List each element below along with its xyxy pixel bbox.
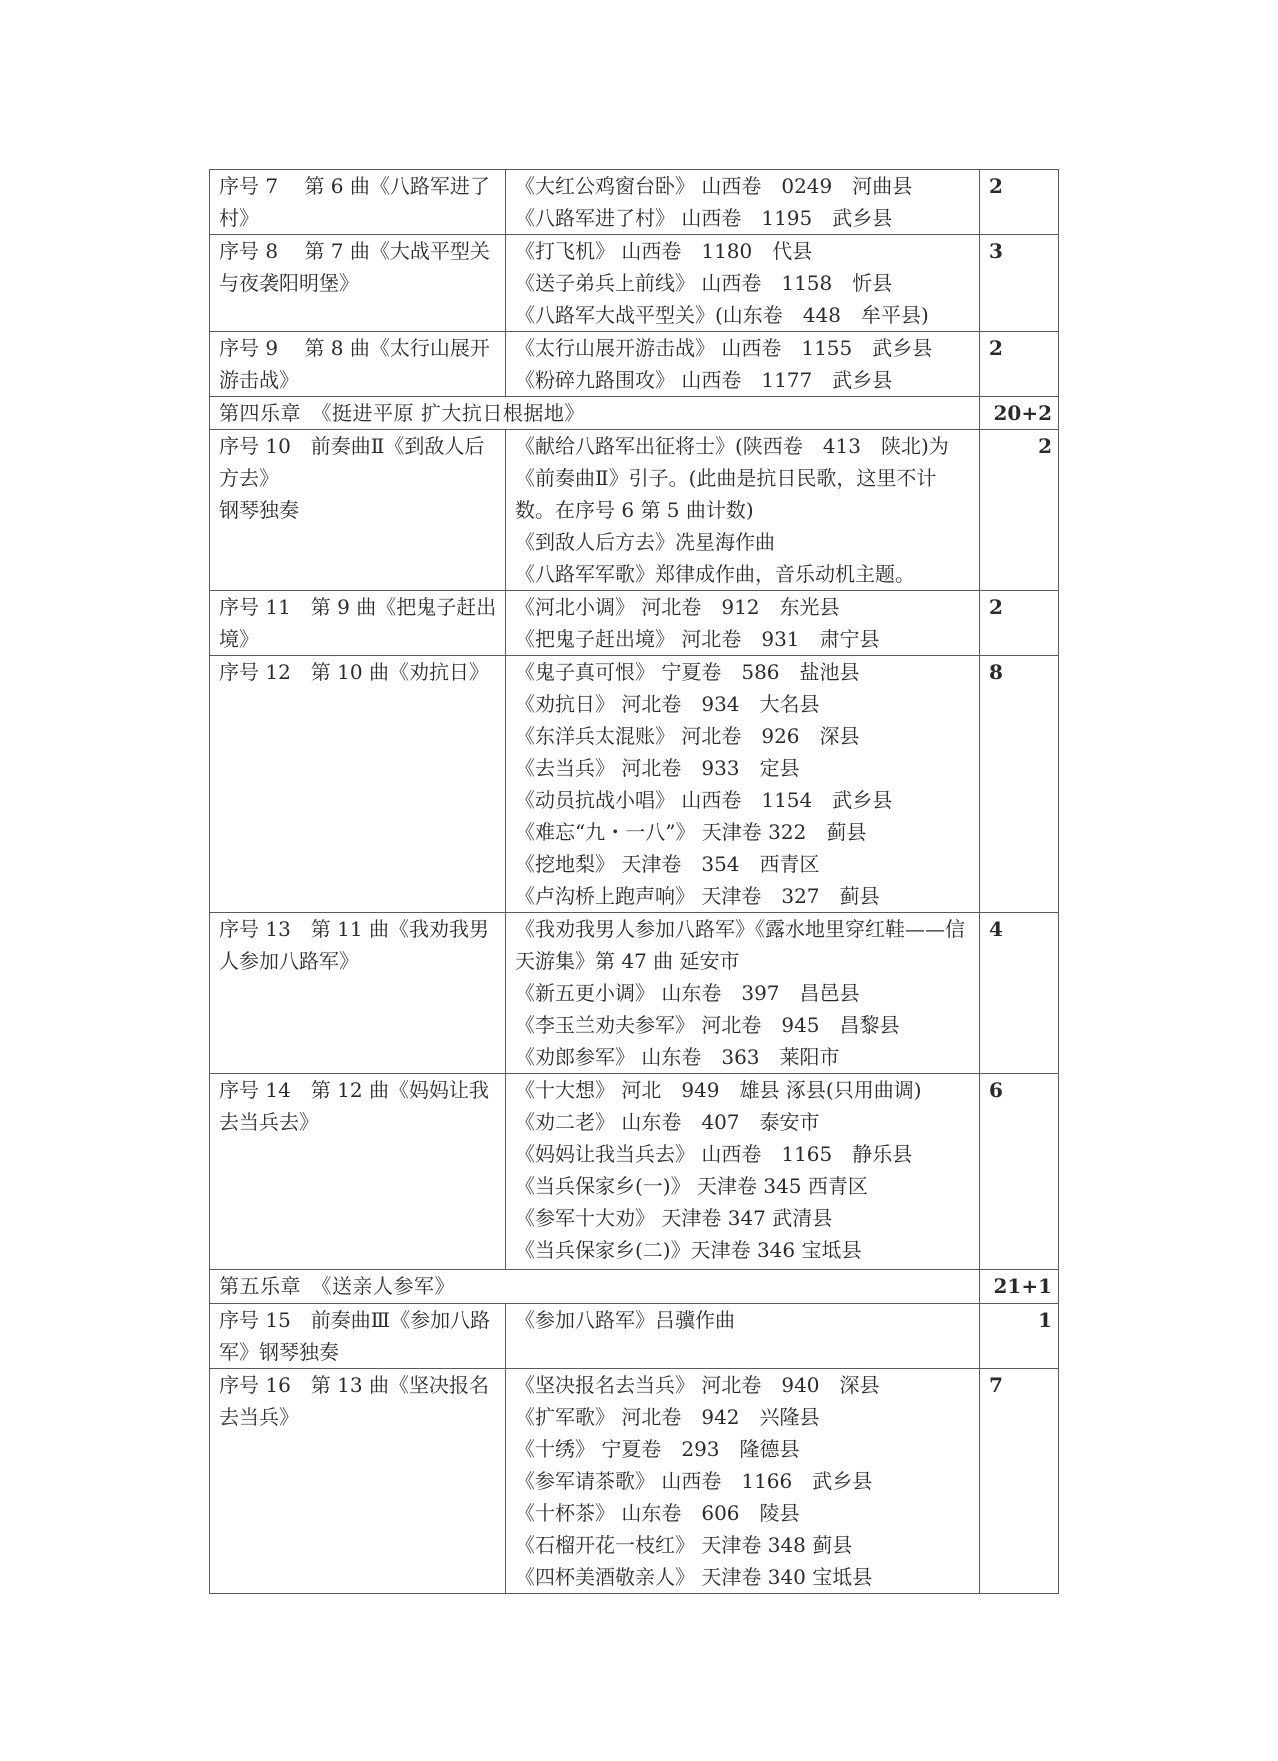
table-row [210,1304,1059,1369]
song-count: 7 [980,1369,1059,1594]
label-text: 序号 12 第 10 曲《劝抗日》 [219,660,489,684]
chapter-title-text: 第五乐章 《送亲人参军》 [219,1274,455,1298]
source-line: 《大红公鸡窗台卧》 山西卷 0249 河曲县 [515,174,913,198]
source-line: 《劝抗日》 河北卷 934 大名县 [515,692,820,716]
source-line: 《我劝我男人参加八路军》《露水地里穿红鞋——信天游集》第 47 曲 延安市 [515,917,965,973]
song-label [210,1074,506,1270]
source-line: 《把鬼子赶出境》 河北卷 931 肃宁县 [515,627,880,651]
label-text: 序号 9 第 8 曲《太行山展开游击战》 [219,336,490,392]
song-count: 6 [980,1074,1059,1270]
label-text: 序号 7 第 6 曲《八路军进了村》 [219,174,490,230]
source-line: 《石榴开花一枝红》 天津卷 348 蓟县 [515,1533,853,1557]
song-count: 2 [980,591,1059,656]
song-count: 3 [980,235,1059,332]
label-text: 序号 15 前奏曲Ⅲ《参加八路军》钢琴独奏 [219,1308,491,1364]
song-sources [506,913,980,1074]
song-count: 4 [980,913,1059,1074]
song-count: 8 [980,656,1059,913]
source-line: 《十绣》 宁夏卷 293 隆德县 [515,1437,800,1461]
song-sources [506,1304,980,1369]
table-row [210,1074,1059,1270]
song-sources [506,591,980,656]
source-line: 《妈妈让我当兵去》 山西卷 1165 静乐县 [515,1142,913,1166]
song-label [210,170,506,235]
source-line: 《参军请茶歌》 山西卷 1166 武乡县 [515,1469,873,1493]
source-line: 《八路军军歌》郑律成作曲，音乐动机主题。 [515,562,915,586]
source-line: 《难忘“九・一八”》 天津卷 322 蓟县 [515,820,867,844]
song-count: 1 [980,1304,1059,1369]
source-line: 《送子弟兵上前线》 山西卷 1158 忻县 [515,271,893,295]
source-line: 《劝二老》 山东卷 407 泰安市 [515,1110,820,1134]
label-text: 序号 14 第 12 曲《妈妈让我去当兵去》 [219,1078,489,1134]
source-line: 《鬼子真可恨》 宁夏卷 586 盐池县 [515,660,860,684]
song-sources [506,1074,980,1270]
source-line: 《当兵保家乡(二)》天津卷 346 宝坻县 [515,1238,862,1262]
table-row [210,332,1059,397]
song-label [210,1304,506,1369]
source-line: 《当兵保家乡(一)》 天津卷 345 西青区 [515,1174,868,1198]
label-text: 序号 11 第 9 曲《把鬼子赶出境》 [219,595,497,651]
song-sources [506,235,980,332]
label-text: 钢琴独奏 [219,498,299,522]
table-row [210,656,1059,913]
source-line: 《卢沟桥上跑声响》 天津卷 327 蓟县 [515,884,880,908]
source-line: 《河北小调》 河北卷 912 东光县 [515,595,840,619]
song-sources [506,170,980,235]
table-row [210,591,1059,656]
source-line: 《劝郎参军》 山东卷 363 莱阳市 [515,1045,840,1069]
source-line: 《李玉兰劝夫参军》 河北卷 945 昌黎县 [515,1013,900,1037]
song-label [210,591,506,656]
source-line: 《去当兵》 河北卷 933 定县 [515,756,800,780]
song-sources [506,656,980,913]
song-label [210,235,506,332]
source-line: 《东洋兵太混账》 河北卷 926 深县 [515,724,860,748]
song-source-table [209,169,1059,1594]
table-row [210,170,1059,235]
label-text: 序号 16 第 13 曲《坚决报名去当兵》 [219,1373,489,1429]
table-row [210,430,1059,591]
song-label [210,332,506,397]
song-label [210,430,506,591]
song-sources [506,332,980,397]
source-line: 《到敌人后方去》冼星海作曲 [515,530,775,554]
source-line: 《献给八路军出征将士》(陕西卷 413 陕北)为《前奏曲Ⅱ》引子。(此曲是抗日民歌，这里不计数。在序号 6 第 5 曲计数) [515,434,949,522]
source-line: 《打飞机》 山西卷 1180 代县 [515,239,813,263]
chapter-row [210,1270,1059,1304]
source-line: 《八路军进了村》 山西卷 1195 武乡县 [515,206,893,230]
source-line: 《参军十大劝》 天津卷 347 武清县 [515,1206,833,1230]
source-line: 《粉碎九路围攻》 山西卷 1177 武乡县 [515,368,893,392]
song-label [210,656,506,913]
source-line: 《扩军歌》 河北卷 942 兴隆县 [515,1405,820,1429]
source-line: 《动员抗战小唱》 山西卷 1154 武乡县 [515,788,893,812]
song-sources [506,1369,980,1594]
source-line: 《太行山展开游击战》 山西卷 1155 武乡县 [515,336,933,360]
table-row [210,913,1059,1074]
source-line: 《坚决报名去当兵》 河北卷 940 深县 [515,1373,880,1397]
source-line: 《十大想》 河北 949 雄县 涿县(只用曲调) [515,1078,922,1102]
chapter-title [210,1270,980,1304]
source-line: 《四杯美酒敬亲人》 天津卷 340 宝坻县 [515,1565,873,1589]
label-text: 序号 13 第 11 曲《我劝我男人参加八路军》 [219,917,489,973]
song-count: 2 [980,332,1059,397]
source-line: 《新五更小调》 山东卷 397 昌邑县 [515,981,860,1005]
song-count: 2 [980,430,1059,591]
chapter-title [210,397,980,430]
source-line: 《十杯茶》 山东卷 606 陵县 [515,1501,800,1525]
label-text: 序号 10 前奏曲Ⅱ《到敌人后方去》 [219,434,485,490]
song-label [210,913,506,1074]
source-line: 《参加八路军》吕骥作曲 [515,1308,735,1332]
chapter-row [210,397,1059,430]
table-row [210,1369,1059,1594]
song-count: 2 [980,170,1059,235]
source-line: 《挖地梨》 天津卷 354 西青区 [515,852,820,876]
table-row [210,235,1059,332]
chapter-title-text: 第四乐章 《挺进平原 扩大抗日根据地》 [219,401,585,425]
chapter-count: 21+1 [980,1270,1059,1304]
song-label [210,1369,506,1594]
chapter-count: 20+2 [980,397,1059,430]
label-text: 序号 8 第 7 曲《大战平型关与夜袭阳明堡》 [219,239,490,295]
source-line: 《八路军大战平型关》(山东卷 448 牟平县) [515,303,929,327]
song-sources [506,430,980,591]
